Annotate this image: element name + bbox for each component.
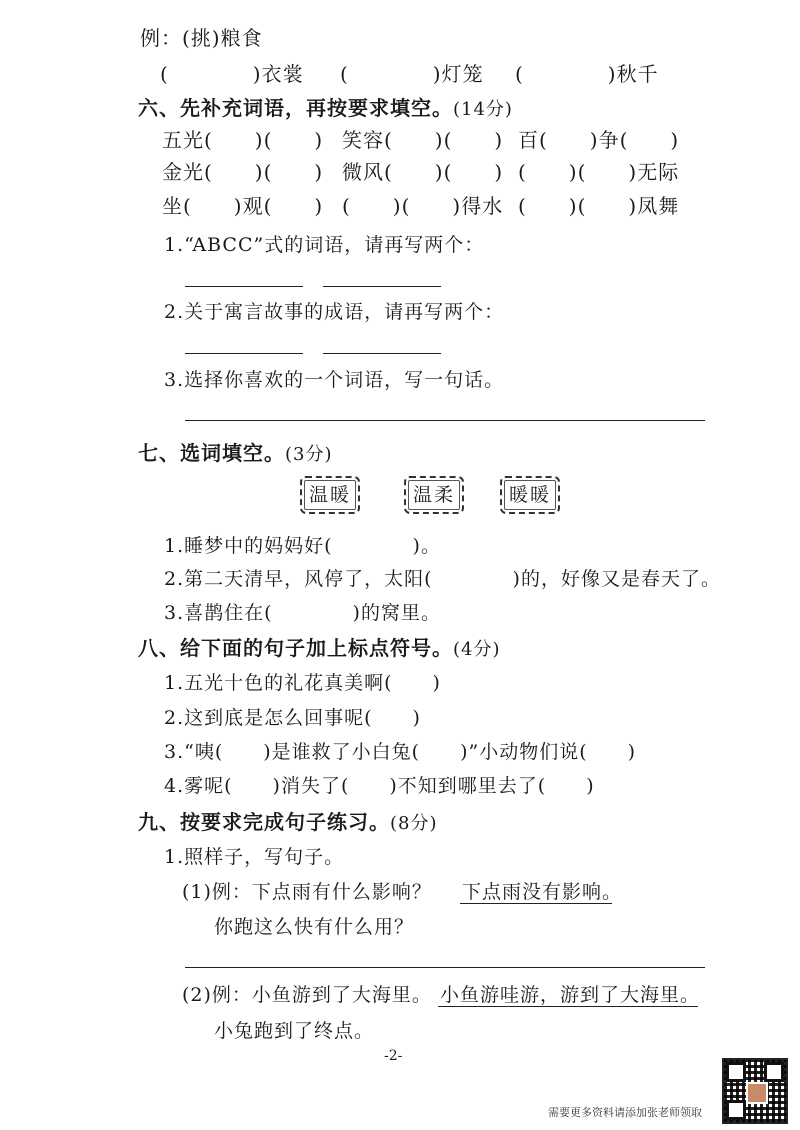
section7-title: 七、选词填空。 bbox=[138, 441, 285, 465]
grid-r1c3: 百( )争( ) bbox=[518, 128, 680, 152]
section9-title: 九、按要求完成句子练习。 bbox=[138, 810, 390, 834]
word-box-3: 暖暖 bbox=[500, 476, 560, 514]
section6-heading bbox=[138, 92, 513, 121]
answer-line-sentence[interactable] bbox=[185, 420, 705, 421]
example1-answer: 下点雨没有影响。 bbox=[462, 881, 623, 903]
avatar bbox=[746, 1082, 768, 1104]
section6-q3: 3.选择你喜欢的一个词语，写一句话。 bbox=[164, 369, 505, 391]
section7-points: (3分) bbox=[285, 444, 333, 465]
grid-r2c2: 微风( )( ) bbox=[342, 160, 504, 184]
example1-underline bbox=[460, 903, 612, 904]
grid-r3c2: ( )( )得水 bbox=[342, 194, 504, 218]
qr-corner-icon bbox=[764, 1062, 784, 1082]
page-number: -2- bbox=[384, 1048, 403, 1064]
example2-prompt: (2)例：小鱼游到了大海里。 bbox=[182, 984, 432, 1006]
grid-r3c3: ( )( )凤舞 bbox=[518, 194, 680, 218]
section7-q3: 3.喜鹊住在( )的窝里。 bbox=[164, 602, 441, 624]
section6-title: 六、先补充词语，再按要求填空。 bbox=[138, 96, 453, 120]
section7-q2: 2.第二天清早，风停了，太阳( )的，好像又是春天了。 bbox=[164, 568, 721, 590]
section8-title: 八、给下面的句子加上标点符号。 bbox=[138, 636, 453, 660]
section8-q1: 1.五光十色的礼花真美啊( ) bbox=[164, 672, 441, 694]
section8-q4: 4.雾呢( )消失了( )不知到哪里去了( ) bbox=[164, 775, 595, 797]
section7-heading bbox=[138, 437, 333, 466]
answer-line-abcc-2[interactable] bbox=[323, 286, 441, 287]
answer-line-idiom-1[interactable] bbox=[185, 353, 303, 354]
section9-q1: 1.照样子，写句子。 bbox=[164, 846, 345, 868]
example2-task: 小兔跑到了终点。 bbox=[214, 1020, 375, 1042]
section6-q2: 2.关于寓言故事的成语，请再写两个： bbox=[164, 301, 505, 323]
grid-r1c2: 笑容( )( ) bbox=[342, 128, 504, 152]
example-line: 例：(挑)粮食 bbox=[140, 26, 263, 50]
answer-line-example1[interactable] bbox=[185, 967, 705, 968]
qr-corner-icon bbox=[726, 1062, 746, 1082]
qr-code-icon[interactable] bbox=[722, 1058, 788, 1124]
blank-swing: ( )秋千 bbox=[515, 62, 659, 86]
section8-q3: 3.“咦( )是谁救了小白兔( )”小动物们说( ) bbox=[164, 741, 637, 763]
footer-note: 需要更多资料请添加张老师领取 bbox=[548, 1106, 702, 1119]
answer-line-idiom-2[interactable] bbox=[323, 353, 441, 354]
section8-points: (4分) bbox=[453, 639, 501, 660]
section8-q2: 2.这到底是怎么回事呢( ) bbox=[164, 707, 421, 729]
grid-r2c1: 金光( )( ) bbox=[162, 160, 324, 184]
example2-answer: 小鱼游哇游，游到了大海里。 bbox=[440, 984, 701, 1006]
section9-heading bbox=[138, 806, 438, 835]
example2-underline bbox=[438, 1006, 698, 1007]
blank-lantern: ( )灯笼 bbox=[340, 62, 484, 86]
section8-heading bbox=[138, 632, 501, 661]
section7-q1: 1.睡梦中的妈妈好( )。 bbox=[164, 535, 441, 557]
word-box-2: 温柔 bbox=[404, 476, 464, 514]
grid-r2c3: ( )( )无际 bbox=[518, 160, 680, 184]
qr-corner-icon bbox=[726, 1100, 746, 1120]
grid-r3c1: 坐( )观( ) bbox=[162, 194, 324, 218]
section6-q1: 1.“ABCC”式的词语，请再写两个： bbox=[164, 234, 485, 256]
example1-task: 你跑这么快有什么用？ bbox=[214, 916, 415, 938]
example1-prompt: (1)例：下点雨有什么影响？ bbox=[182, 881, 432, 903]
answer-line-abcc-1[interactable] bbox=[185, 286, 303, 287]
section6-points: (14分) bbox=[453, 99, 513, 120]
word-box-1: 温暖 bbox=[300, 476, 360, 514]
section9-points: (8分) bbox=[390, 813, 438, 834]
blank-clothes: ( )衣裳 bbox=[160, 62, 304, 86]
grid-r1c1: 五光( )( ) bbox=[162, 128, 324, 152]
